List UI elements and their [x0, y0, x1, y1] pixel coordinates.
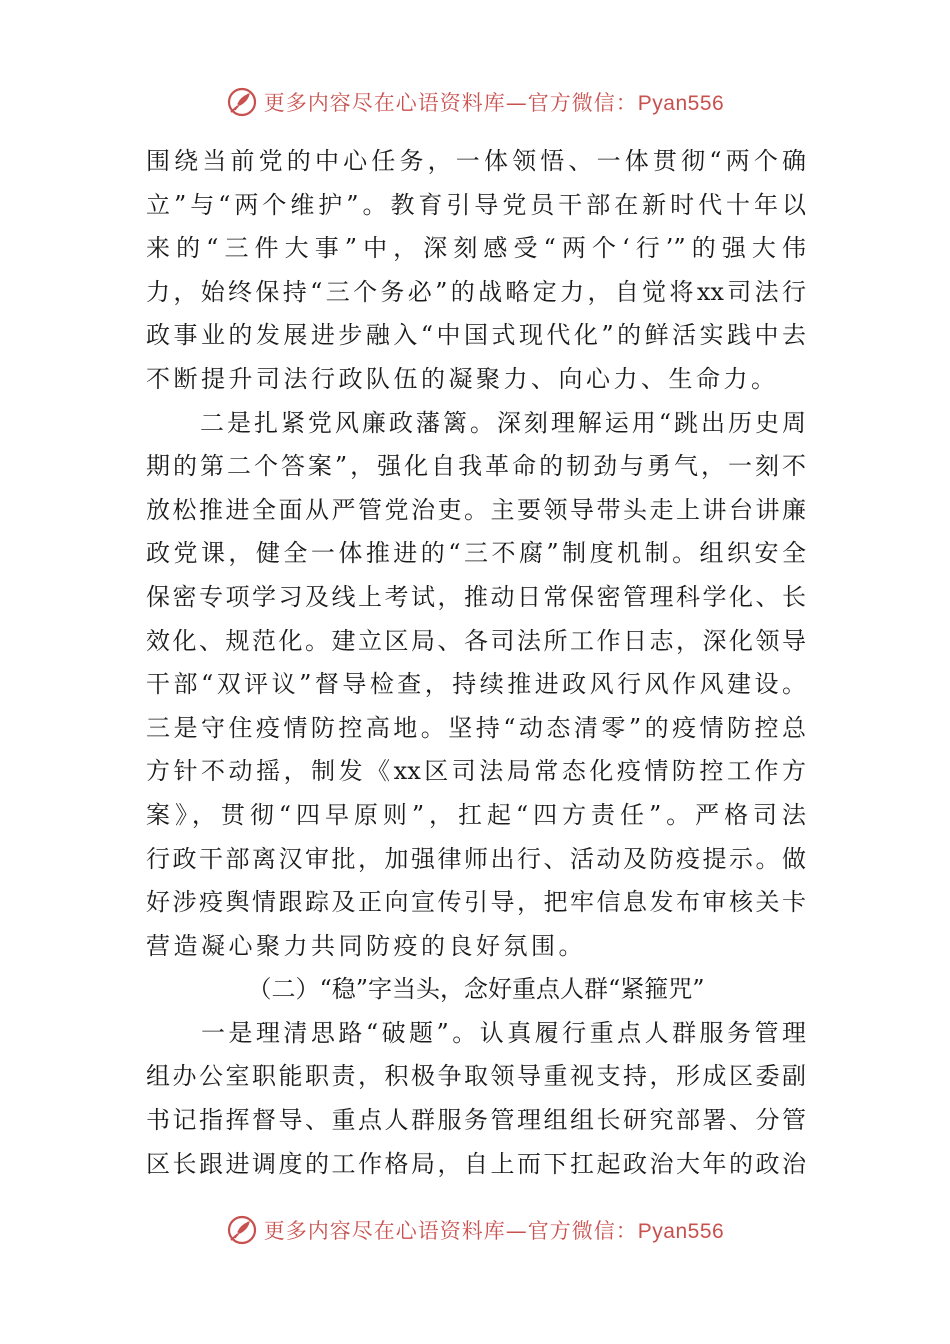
- text-line: 政党课，健全一体推进的“三不腐”制度机制。组织安全: [146, 539, 806, 568]
- text-line: 保密专项学习及线上考试，推动日常保密管理科学化、长: [146, 582, 806, 611]
- watermark-text: 更多内容尽在心语资料库—官方微信：Pyan556: [263, 91, 725, 115]
- text-line: 不断提升司法行政队伍的凝聚力、向心力、生命力。: [146, 364, 779, 393]
- text-line: 好涉疫舆情跟踪及正向宣传引导，把牢信息发布审核关卡: [146, 888, 806, 917]
- text-line: 效化、规范化。建立区局、各司法所工作日志，深化领导: [146, 626, 806, 655]
- text-line: 力，始终保持“三个务必”的战略定力，自觉将xx司法行: [146, 277, 806, 306]
- text-line: 三是守住疫情防控高地。坚持“动态清零”的疫情防控总: [146, 713, 806, 742]
- text-line: 区长跟进调度的工作格局，自上而下扛起政治大年的政治: [146, 1149, 806, 1178]
- text-line: 放松推进全面从严管党治吏。主要领导带头走上讲台讲廉: [146, 495, 806, 524]
- text-line: 二是扎紧党风廉政藩篱。深刻理解运用“跳出历史周: [146, 408, 806, 437]
- wechat-id: Pyan556: [637, 92, 725, 115]
- watermark-text: 更多内容尽在心语资料库—官方微信：Pyan556: [263, 1219, 725, 1243]
- text-line: 方针不动摇，制发《xx区司法局常态化疫情防控工作方: [146, 757, 806, 786]
- text-line: 行政干部离汉审批，加强律师出行、活动及防疫提示。做: [146, 844, 806, 873]
- header-watermark: [0, 80, 950, 124]
- text-line: 营造凝心聚力共同防疫的良好氛围。: [146, 931, 586, 960]
- text-line: 围绕当前党的中心任务，一体领悟、一体贯彻“两个确: [146, 147, 806, 175]
- text-line: 组办公室职能职责，积极争取领导重视支持，形成区委副: [146, 1062, 806, 1091]
- feather-pen-logo-icon: [226, 1214, 258, 1246]
- text-line: 来的“三件大事”中，深刻感受“两个‘行’”的强大伟: [146, 234, 806, 263]
- footer-watermark: [0, 1208, 950, 1252]
- section-heading: （二）“稳”字当头，念好重点人群“紧箍咒”: [247, 975, 705, 1004]
- text-line: 干部“双评议”督导检查，持续推进政风行风作风建设。: [146, 670, 806, 699]
- text-line: 政事业的发展进步融入“中国式现代化”的鲜活实践中去: [146, 321, 806, 350]
- text-line: 期的第二个答案”，强化自我革命的韧劲与勇气，一刻不: [146, 452, 806, 481]
- feather-pen-logo-icon: [226, 86, 258, 118]
- text-line: 案》，贯彻“四早原则”，扛起“四方责任”。严格司法: [146, 800, 806, 829]
- document-body: [146, 140, 806, 1186]
- text-line: 立”与“两个维护”。教育引导党员干部在新时代十年以: [146, 190, 806, 219]
- text-line: 一是理清思路“破题”。认真履行重点人群服务管理: [146, 1018, 806, 1047]
- text-line: 书记指挥督导、重点人群服务管理组组长研究部署、分管: [146, 1106, 806, 1135]
- wechat-id: Pyan556: [637, 1220, 725, 1243]
